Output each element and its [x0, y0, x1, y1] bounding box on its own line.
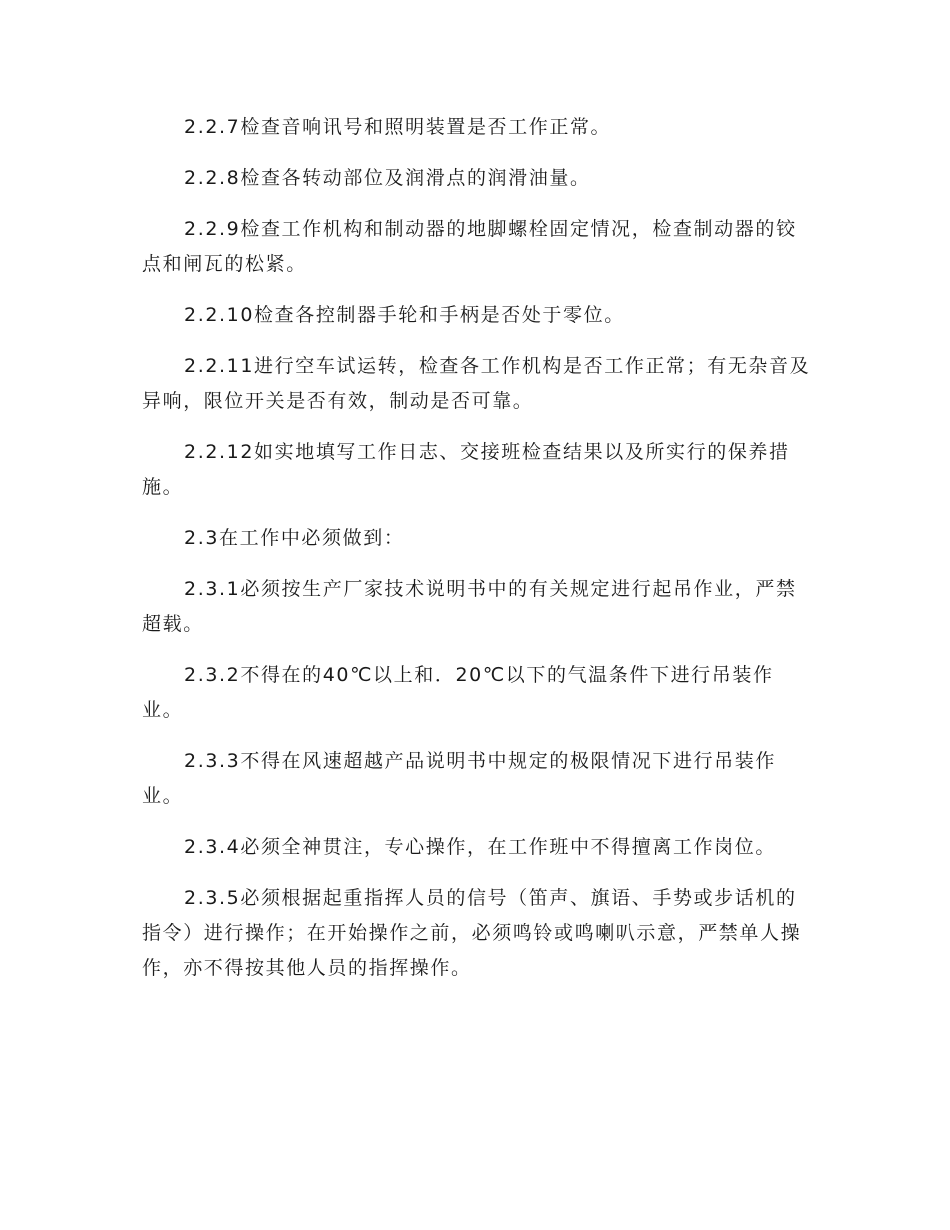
- paragraph-2-2-8: 2.2.8检查各转动部位及润滑点的润滑油量。: [184, 167, 591, 189]
- paragraph-2-2-9: 2.2.9检查工作机构和制动器的地脚螺栓固定情况，检查制动器的铰点和闸瓦的松紧。: [142, 218, 797, 275]
- document-body: [142, 110, 812, 1002]
- paragraph-2-2-11: 2.2.11进行空车试运转，检查各工作机构是否工作正常；有无杂音及异响，限位开关是否有效，制动是否可靠。: [142, 355, 811, 412]
- paragraph-2-2-7: 2.2.7检查音响讯号和照明装置是否工作正常。: [184, 116, 612, 138]
- paragraph-2-3: 2.3在工作中必须做到：: [184, 527, 405, 549]
- paragraph-2-2-12: 2.2.12如实地填写工作日志、交接班检查结果以及所实行的保养措施。: [142, 441, 790, 498]
- paragraph-2-3-3: 2.3.3不得在风速超越产品说明书中规定的极限情况下进行吊装作业。: [142, 750, 776, 807]
- paragraph-2-3-4: 2.3.4必须全神贯注，专心操作，在工作班中不得擅离工作岗位。: [184, 836, 776, 858]
- paragraph-2-3-1: 2.3.1必须按生产厂家技术说明书中的有关规定进行起吊作业，严禁超载。: [142, 578, 797, 635]
- paragraph-2-3-5: 2.3.5必须根据起重指挥人员的信号（笛声、旗语、手势或步话机的指令）进行操作；在开始操作之前，必须鸣铃或鸣喇叭示意，严禁单人操作，亦不得按其他人员的指挥操作。: [142, 887, 802, 979]
- paragraph-2-3-2: 2.3.2不得在的40℃以上和．20℃以下的气温条件下进行吊装作业。: [142, 664, 774, 721]
- paragraph-2-2-10: 2.2.10检查各控制器手轮和手柄是否处于零位。: [184, 304, 625, 326]
